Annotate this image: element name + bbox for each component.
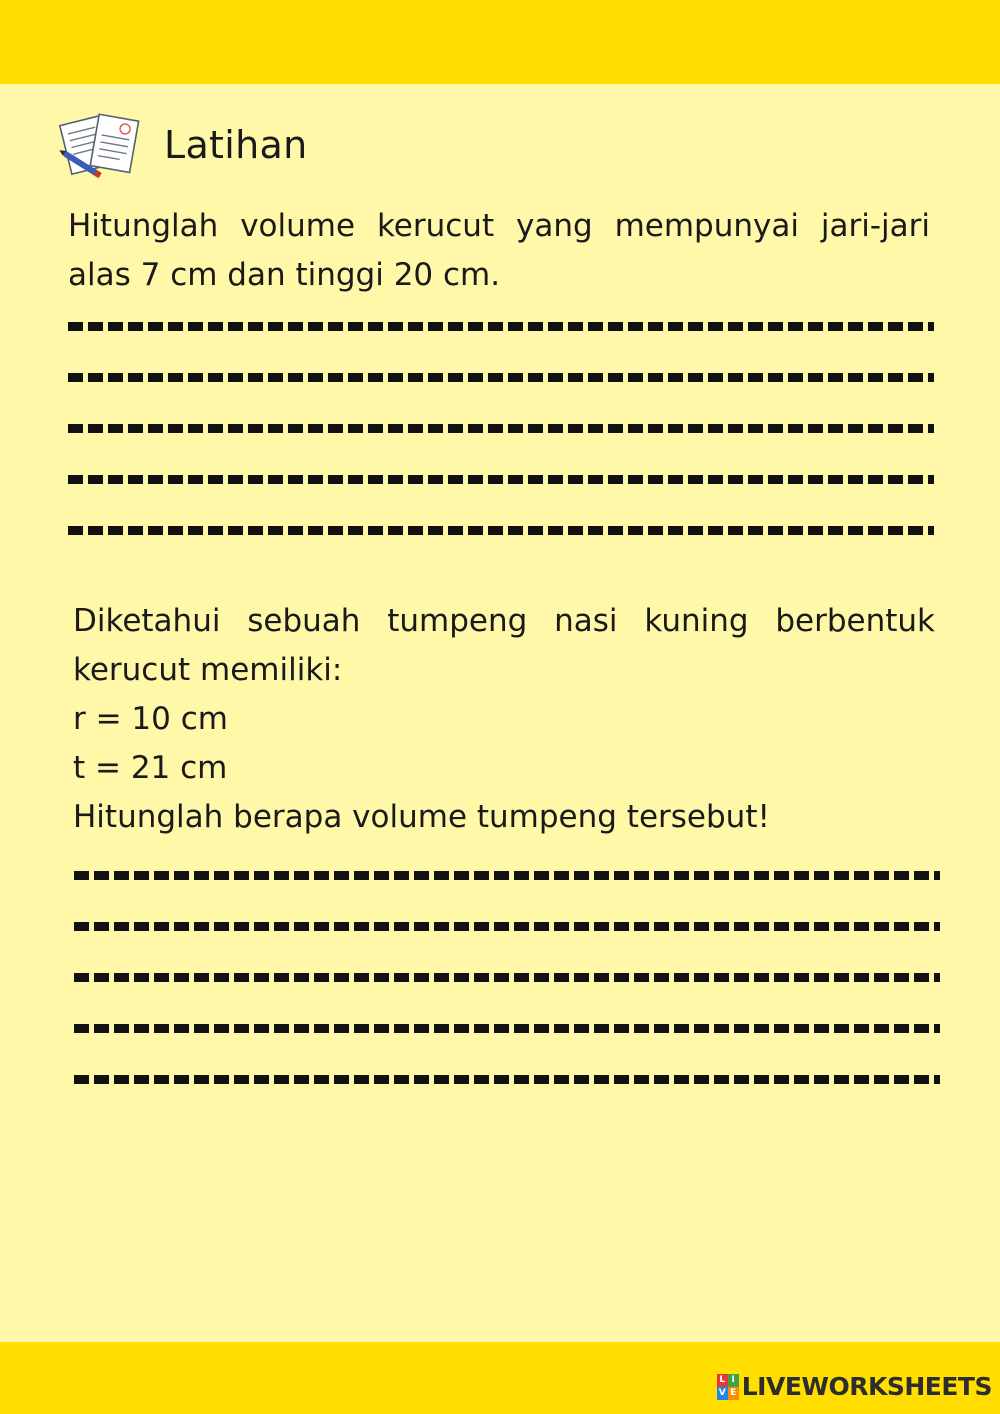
answer-line[interactable]	[68, 475, 934, 484]
page-title: Latihan	[164, 123, 308, 167]
liveworksheets-brand	[717, 1372, 992, 1401]
answer-lines-question-1	[68, 322, 934, 577]
answer-line[interactable]	[68, 322, 934, 331]
given-height: t = 21 cm	[73, 750, 228, 786]
question-2-prompt: Hitunglah berapa volume tumpeng tersebut!	[73, 799, 770, 835]
answer-line[interactable]	[74, 1075, 940, 1084]
brand-name: LIVEWORKSHEETS	[741, 1372, 992, 1401]
documents-with-pen-icon	[56, 108, 148, 182]
section-header	[56, 108, 307, 182]
answer-line[interactable]	[74, 1024, 940, 1033]
answer-line[interactable]	[68, 526, 934, 535]
answer-line[interactable]	[68, 373, 934, 382]
answer-line[interactable]	[68, 424, 934, 433]
given-radius: r = 10 cm	[73, 701, 228, 737]
answer-line[interactable]	[74, 973, 940, 982]
liveworksheets-logo-icon	[717, 1374, 739, 1400]
answer-lines-question-2	[74, 871, 940, 1126]
top-banner	[0, 0, 1000, 84]
question-2-line: Diketahui sebuah tumpeng nasi kuning berbentuk	[73, 603, 935, 639]
question-2-line: kerucut memiliki:	[73, 652, 343, 688]
logo-letter: L	[717, 1374, 728, 1387]
question-2-text	[73, 597, 935, 842]
question-1-text: Hitunglah volume kerucut yang mempunyai jari-jari alas 7 cm dan tinggi 20 cm.	[68, 208, 930, 293]
logo-letter: E	[728, 1387, 739, 1400]
answer-line[interactable]	[74, 922, 940, 931]
logo-letter: I	[728, 1374, 739, 1387]
logo-letter: V	[717, 1387, 728, 1400]
answer-line[interactable]	[74, 871, 940, 880]
